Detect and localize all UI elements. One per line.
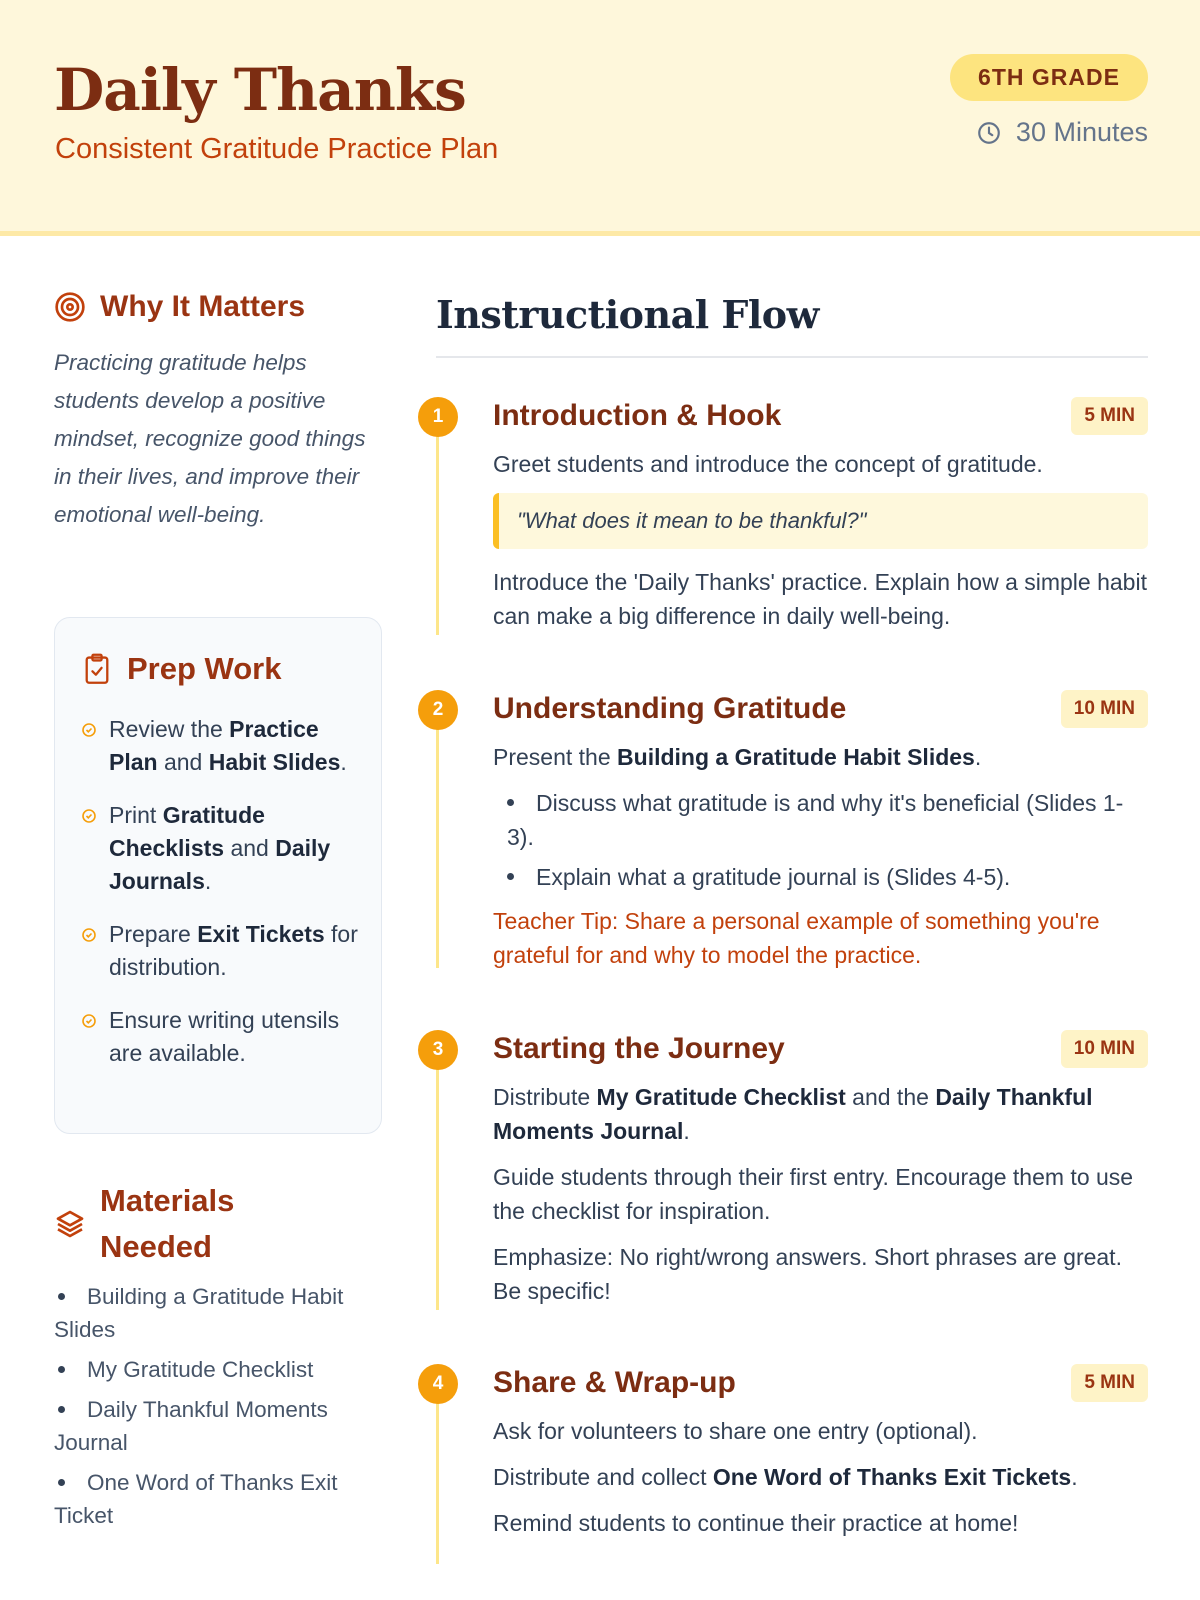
prep-card	[54, 617, 382, 1134]
flow-step-2	[416, 690, 1148, 980]
hook-question: "What does it mean to be thankful?"	[493, 493, 1148, 549]
check-circle-icon	[81, 808, 97, 824]
step-title: Starting the Journey	[493, 1032, 785, 1065]
check-circle-icon	[81, 1013, 97, 1029]
prep-item	[81, 713, 371, 779]
step-duration-badge: 5 MIN	[1071, 397, 1148, 435]
prep-item-text: Ensure writing utensils are available.	[109, 1007, 340, 1066]
materials-item: Building a Gratitude Habit Slides	[54, 1284, 344, 1342]
step-duration-badge: 10 MIN	[1061, 1030, 1148, 1068]
check-circle-icon	[81, 927, 97, 943]
why-heading	[54, 290, 384, 324]
step-number: 1	[418, 397, 458, 437]
materials-heading-text: Materials Needed	[100, 1183, 235, 1264]
materials-list	[54, 1280, 380, 1539]
step-body	[493, 447, 1148, 645]
page-subtitle: Consistent Gratitude Practice Plan	[55, 133, 499, 165]
step-bullet: Explain what a gratitude journal is (Slides 4-5).	[493, 860, 1148, 894]
step-text: Greet students and introduce the concept of gratitude.	[493, 451, 1043, 477]
prep-item	[81, 918, 371, 984]
step-title: Introduction & Hook	[493, 399, 782, 432]
materials-item: Daily Thankful Moments Journal	[54, 1397, 328, 1455]
prep-heading-text: Prep Work	[127, 651, 282, 686]
step-body	[493, 740, 1148, 972]
materials-item: My Gratitude Checklist	[54, 1353, 380, 1386]
step-text: Remind students to continue their practice at home!	[493, 1510, 1019, 1536]
step-text: Guide students through their first entry. Encourage them to use the checklist for inspiration.	[493, 1164, 1134, 1224]
step-body	[493, 1080, 1148, 1320]
materials-heading	[54, 1178, 290, 1270]
duration-text: 30 Minutes	[1015, 117, 1148, 147]
step-duration-badge: 10 MIN	[1061, 690, 1148, 728]
step-number: 2	[418, 690, 458, 730]
timeline-line	[436, 710, 439, 968]
step-number: 4	[418, 1364, 458, 1404]
prep-list	[81, 713, 371, 1090]
step-text: Emphasize: No right/wrong answers. Short phrases are great. Be specific!	[493, 1244, 1122, 1304]
step-text: Introduce the 'Daily Thanks' practice. Explain how a simple habit can make a big difference in daily well-being.	[493, 569, 1147, 629]
step-duration-badge: 5 MIN	[1071, 1364, 1148, 1402]
layers-icon	[54, 1208, 86, 1240]
timeline-line	[436, 417, 439, 635]
prep-item	[81, 799, 371, 898]
prep-item-text: Review the Practice Plan and Habit Slides.	[109, 716, 347, 775]
flow-step-1	[416, 397, 1148, 637]
prep-item-text: Print Gratitude Checklists and Daily Journals.	[109, 802, 331, 894]
page-title: Daily Thanks	[54, 56, 466, 124]
clock-icon	[976, 120, 1002, 146]
step-text: Distribute My Gratitude Checklist and the Daily Thankful Moments Journal.	[493, 1084, 1093, 1144]
prep-item-text: Prepare Exit Tickets for distribution.	[109, 921, 358, 980]
divider	[436, 356, 1148, 358]
timeline-line	[436, 1384, 439, 1564]
prep-item	[81, 1004, 371, 1070]
why-heading-text: Why It Matters	[100, 290, 306, 323]
step-text: Present the Building a Gratitude Habit Slides.	[493, 744, 982, 770]
check-circle-icon	[81, 722, 97, 738]
step-title: Share & Wrap-up	[493, 1366, 736, 1399]
teacher-tip: Teacher Tip: Share a personal example of something you're grateful for and why to model the practice.	[493, 908, 1100, 968]
flow-heading: Instructional Flow	[436, 292, 819, 337]
grade-badge: 6TH GRADE	[950, 54, 1148, 101]
target-icon	[54, 291, 86, 323]
step-number: 3	[418, 1030, 458, 1070]
timeline-line	[436, 1050, 439, 1310]
step-text: Distribute and collect One Word of Thanks Exit Tickets.	[493, 1464, 1078, 1490]
clipboard-check-icon	[83, 653, 111, 685]
header	[0, 0, 1200, 236]
why-text: Practicing gratitude helps students develop a positive mindset, recognize good things in their lives, and improve their emotional well-being.	[54, 350, 366, 527]
duration	[976, 117, 1148, 148]
prep-heading	[83, 651, 281, 687]
step-body	[493, 1414, 1148, 1552]
flow-step-3	[416, 1030, 1148, 1320]
step-text: Ask for volunteers to share one entry (optional).	[493, 1418, 978, 1444]
step-bullet: Discuss what gratitude is and why it's beneficial (Slides 1-3).	[507, 790, 1124, 850]
why-section	[54, 290, 384, 534]
flow-step-4	[416, 1364, 1148, 1564]
materials-item: One Word of Thanks Exit Ticket	[54, 1470, 338, 1528]
step-title: Understanding Gratitude	[493, 692, 847, 725]
